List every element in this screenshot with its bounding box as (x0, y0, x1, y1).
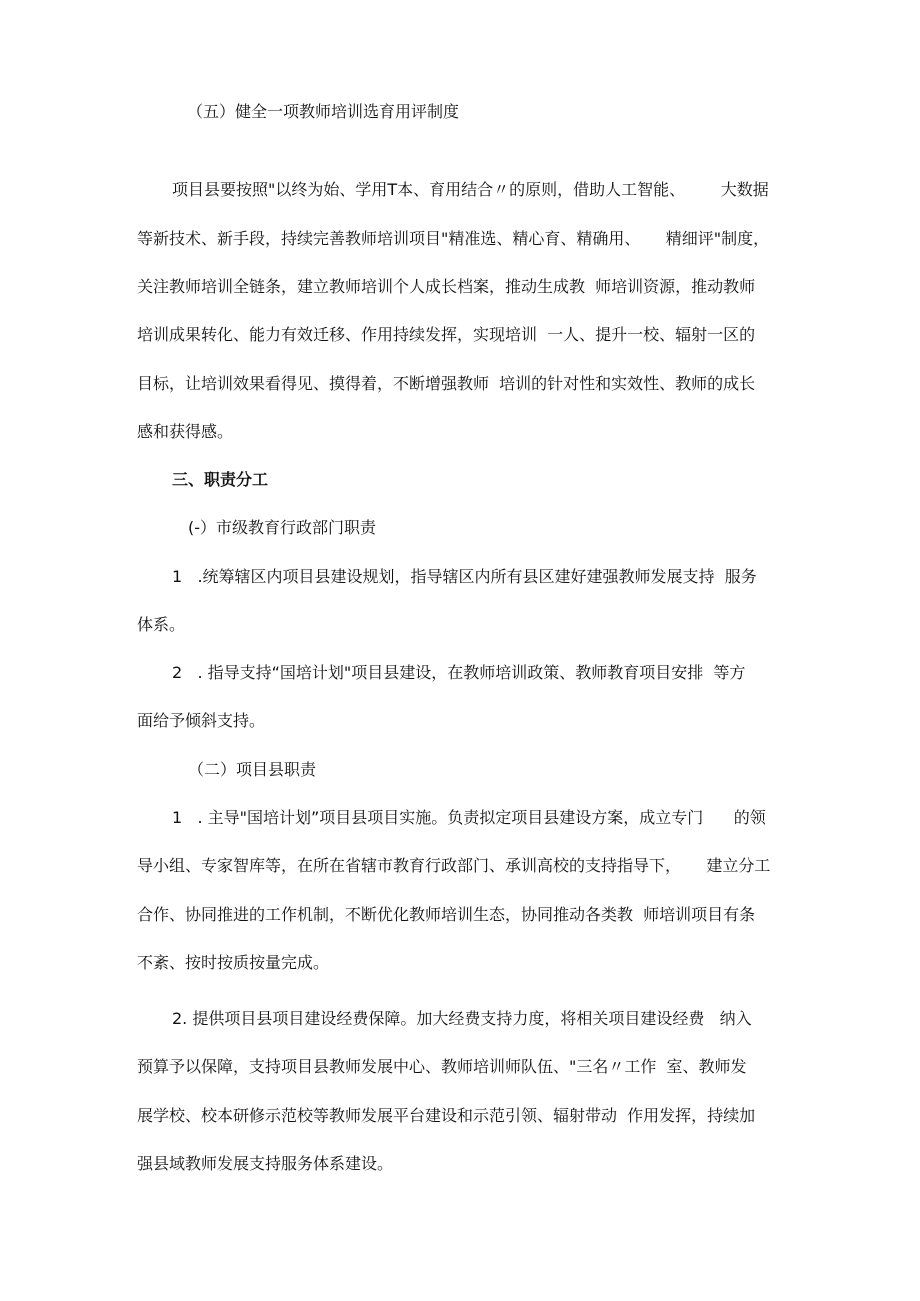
paragraph-line: 关注教师培训全链条，建立教师培训个人成长档案，推动生成教 师培训资源，推动教师 (137, 277, 756, 296)
section-heading: （五）健全一项教师培训选育用评制度 (187, 102, 460, 121)
list-item-line: 面给予倾斜支持。 (137, 711, 266, 730)
list-item-line: 导小组、专家智库等，在所在省辖市教育行政部门、承训高校的支持指导下， 建立分工 (137, 856, 771, 875)
list-item-line: 合作、协同推进的工作机制，不断优化教师培训生态，协同推动各类教 师培训项目有条 (137, 905, 756, 924)
list-item-line: 预算予以保障，支持项目县教师发展中心、教师培训师队伍、"三名〃工作 室、教师发 (137, 1057, 747, 1076)
list-item-line: 1 . 主导"国培计划”项目县项目实施。负责拟定项目县建设方案，成立专门 的领 (172, 808, 766, 827)
list-item-line: 不紊、按时按质按量完成。 (137, 953, 330, 972)
list-item-line: 强县域教师发展支持服务体系建设。 (137, 1154, 394, 1173)
list-item-line: 展学校、校本研修示范校等教师发展平台建设和示范引领、辐射带动 作用发挥，持续加 (137, 1106, 756, 1125)
paragraph-line: 等新技术、新手段，持续完善教师培训项目"精准选、精心育、精确用、 精细评"制度， (137, 229, 770, 248)
paragraph-line: 目标，让培训效果看得见、摸得着，不断增强教师 培训的针对性和实效性、教师的成长 (137, 374, 756, 393)
list-item-line: 2. 提供项目县项目建设经费保障。加大经费支持力度，将相关项目建设经费 纳入 (172, 1009, 752, 1028)
list-item-line: 2 . 指导支持“国培计划"项目县建设，在教师培训政策、教师教育项目安排 等方 (172, 663, 746, 682)
subsection-heading: (-）市级教育行政部门职责 (188, 518, 377, 537)
paragraph-line: 项目县要按照"以终为始、学用T本、育用结合〃的原则，借助人工智能、 大数据 (172, 180, 769, 199)
subsection-heading: （二）项目县职责 (188, 760, 317, 779)
list-item-line: 体系。 (137, 615, 186, 634)
chapter-heading: 三、职责分工 (172, 470, 269, 489)
paragraph-line: 培训成果转化、能力有效迁移、作用持续发挥，实现培训 一人、提升一校、辐射一区的 (137, 325, 756, 344)
paragraph-line: 感和获得感。 (137, 422, 234, 441)
list-item-line: 1 .统筹辖区内项目县建设规划，指导辖区内所有县区建好建强教师发展支持 服务 (172, 567, 757, 586)
